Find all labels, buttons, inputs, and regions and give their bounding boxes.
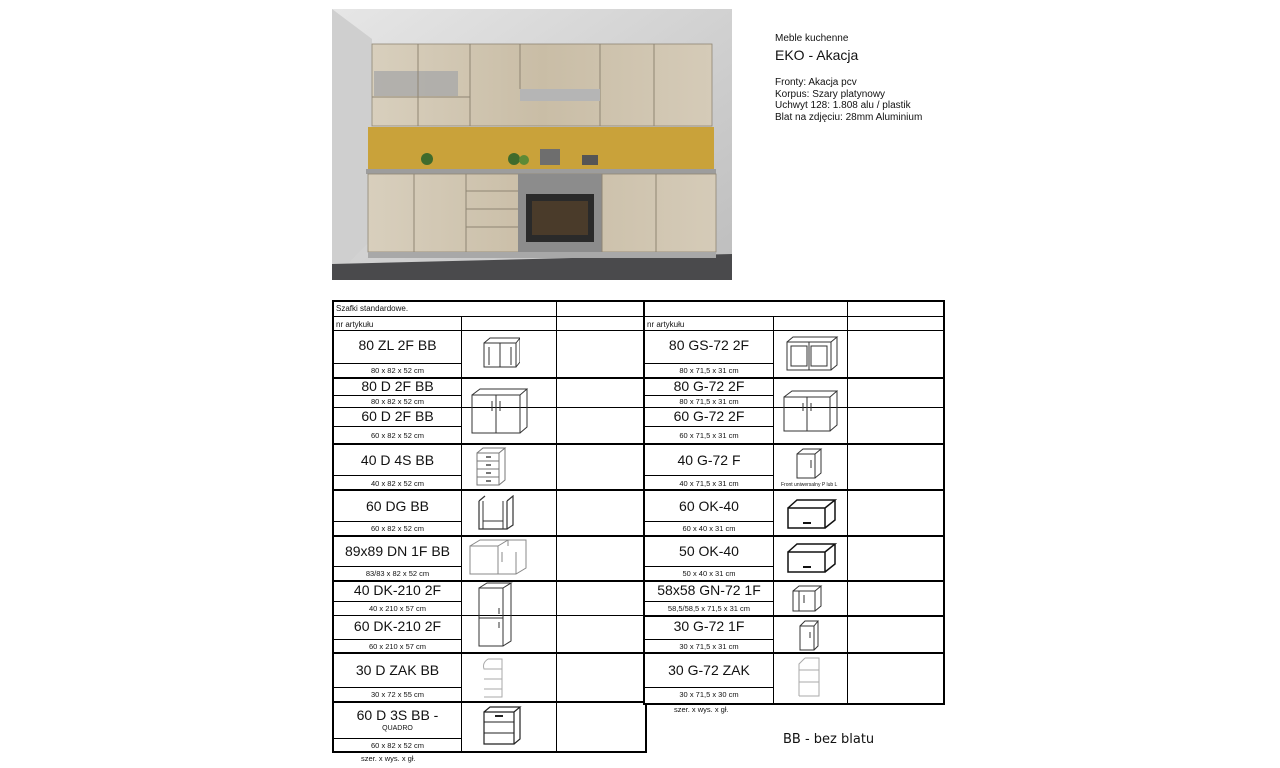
legend-note: BB - bez blatu [783, 732, 875, 747]
table-title: Szafki standardowe. [336, 304, 409, 313]
article-code: 60 DG BB [365, 498, 430, 514]
hood-cabinet-icon [785, 540, 837, 576]
base-cabinet-2-door-icon [470, 387, 528, 435]
article-dimensions: 60 x 71,5 x 31 cm [679, 431, 739, 440]
article-variant: QUADRO [382, 725, 413, 732]
article-dimensions: 80 x 71,5 x 31 cm [679, 397, 739, 406]
end-shelf-icon [480, 657, 506, 699]
column-header-article: nr artykułu [336, 320, 374, 329]
article-dimensions: 60 x 40 x 31 cm [682, 524, 736, 533]
kitchen-photo [332, 9, 732, 280]
article-code: 60 D 2F BB [361, 408, 434, 424]
article-code: 40 DK-210 2F [353, 582, 442, 598]
front-note: Front uniwersalny P lub L [781, 482, 838, 488]
category-label: Meble kuchenne [775, 33, 849, 44]
dimension-footnote: szer. x wys. x gł. [674, 705, 729, 714]
article-code: 89x89 DN 1F BB [344, 543, 451, 559]
end-wall-shelf-icon [795, 656, 821, 698]
article-code: 60 DK-210 2F [353, 618, 442, 634]
article-code: 50 OK-40 [679, 543, 739, 559]
glass-wall-cabinet-icon [785, 336, 839, 372]
hood-cabinet-icon [785, 496, 837, 532]
drawer-cabinet-icon [475, 447, 507, 487]
spec-worktop: Blat na zdjęciu: 28mm Aluminium [775, 111, 923, 123]
article-dimensions: 80 x 71,5 x 31 cm [679, 366, 739, 375]
article-dimensions: 80 x 82 x 52 cm [371, 366, 424, 375]
spec-handle: Uchwyt 128: 1.808 alu / plastik [775, 100, 911, 111]
tall-cabinet-icon [477, 582, 513, 648]
three-drawer-cabinet-icon [482, 706, 522, 746]
article-dimensions: 60 x 82 x 52 cm [371, 431, 424, 440]
article-code: 58x58 GN-72 1F [657, 582, 761, 598]
dimension-footnote: szer. x wys. x gł. [361, 754, 416, 763]
article-dimensions: 50 x 40 x 31 cm [682, 569, 736, 578]
article-dimensions: 60 x 82 x 52 cm [371, 741, 424, 750]
corner-wall-cabinet-icon [791, 585, 823, 613]
article-dimensions: 30 x 71,5 x 30 cm [679, 690, 739, 699]
spec-list [775, 77, 1015, 123]
article-code: 30 G-72 ZAK [668, 662, 750, 678]
article-code: 80 D 2F BB [361, 378, 434, 394]
article-dimensions: 60 x 82 x 52 cm [371, 524, 424, 533]
article-dimensions: 40 x 82 x 52 cm [371, 479, 424, 488]
oven-housing-icon [475, 495, 515, 533]
product-info [775, 33, 1015, 123]
article-dimensions: 30 x 71,5 x 31 cm [679, 642, 739, 651]
article-code: 80 ZL 2F BB [358, 337, 437, 353]
narrow-wall-cabinet-icon [798, 620, 820, 652]
article-dimensions: 60 x 210 x 57 cm [368, 642, 427, 651]
article-code: 80 GS-72 2F [668, 337, 750, 353]
wall-cabinet-1-door-icon [795, 448, 823, 480]
article-code: 30 G-72 1F [673, 618, 745, 634]
article-dimensions: 80 x 82 x 52 cm [371, 397, 424, 406]
spec-body: Korpus: Szary platynowy [775, 88, 886, 100]
article-code: 60 G-72 2F [673, 408, 745, 424]
article-dimensions: 58,5/58,5 x 71,5 x 31 cm [667, 604, 751, 613]
article-dimensions: 83/83 x 82 x 52 cm [365, 569, 430, 578]
article-code: 60 D 3S BB - [356, 707, 439, 723]
sink-cabinet-icon [480, 335, 520, 369]
corner-cabinet-icon [468, 538, 528, 576]
collection-title: EKO - Akacja [775, 47, 859, 63]
article-dimensions: 30 x 72 x 55 cm [371, 690, 424, 699]
base-cabinets-table [332, 300, 647, 753]
article-dimensions: 40 x 210 x 57 cm [368, 604, 427, 613]
wall-cabinets-table [643, 300, 945, 705]
article-code: 80 G-72 2F [673, 378, 745, 394]
spec-fronts: Fronty: Akacja pcv [775, 77, 857, 88]
wall-cabinet-2-door-icon [782, 389, 838, 433]
article-dimensions: 40 x 71,5 x 31 cm [679, 479, 739, 488]
article-code: 40 G-72 F [677, 452, 741, 468]
article-code: 30 D ZAK BB [355, 662, 440, 678]
column-header-article: nr artykułu [647, 320, 685, 329]
article-code: 40 D 4S BB [360, 452, 435, 468]
article-code: 60 OK-40 [679, 498, 739, 514]
